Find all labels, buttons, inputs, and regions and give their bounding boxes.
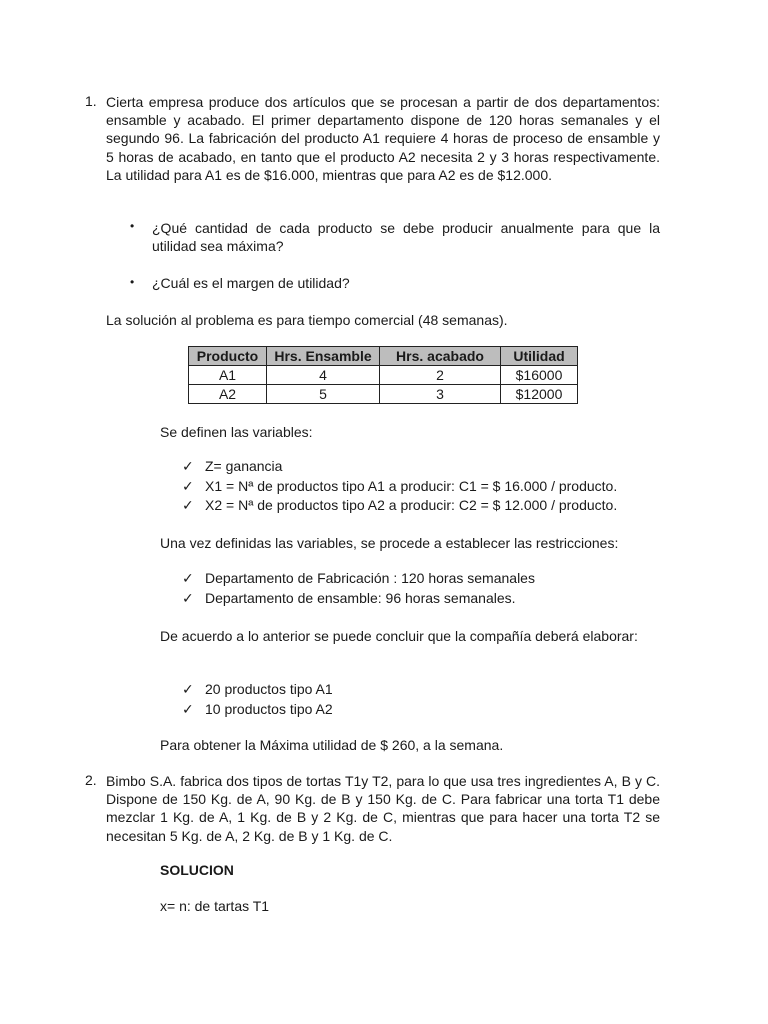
table-cell: $16000	[501, 366, 578, 385]
conclusion-intro: De acuerdo a lo anterior se puede concluir que la compañía deberá elaborar:	[160, 628, 638, 644]
conclusion-item	[182, 680, 333, 699]
problem-1-statement: Cierta empresa produce dos artículos que se procesan a partir de dos departamentos: ensamble y acabado. El primer departamento dispone de 120 horas semanales y el segundo 96. La fabricación del producto A1 requiere 4 horas de proceso de ensamble y 5 horas de acabado, en tanto que el producto A2 necesita 2 y 3 horas respectivamente. La utilidad para A1 es de $16.000, mientras que para A2 es de $12.000.	[106, 94, 660, 183]
table-cell: A1	[189, 366, 267, 385]
table-header-cell: Utilidad	[501, 347, 578, 366]
check-icon: ✓	[182, 681, 194, 697]
max-profit-text: Para obtener la Máxima utilidad de $ 260, a la semana.	[160, 737, 504, 753]
check-icon: ✓	[182, 497, 194, 513]
check-icon: ✓	[182, 570, 194, 586]
table-header-row	[189, 347, 578, 366]
check-icon: ✓	[182, 458, 194, 474]
conclusion-item	[182, 700, 333, 719]
variable-text: X2 = Nª de productos tipo A2 a producir: C2 = $ 12.000 / producto.	[205, 497, 618, 513]
conclusion-text: 10 productos tipo A2	[205, 701, 333, 717]
table-cell: A2	[189, 385, 267, 404]
variable-text: X1 = Nª de productos tipo A1 a producir: C1 = $ 16.000 / producto.	[205, 478, 618, 494]
table-cell: $12000	[501, 385, 578, 404]
solution-heading: SOLUCION	[160, 862, 234, 878]
problem-2-statement: Bimbo S.A. fabrica dos tipos de tortas T1y T2, para lo que usa tres ingredientes A, B y C. Dispone de 150 Kg. de A, 90 Kg. de B y 150 Kg. de C. Para fabricar una torta T1 debe mezclar 1 Kg. de A, 1 Kg. de B y 2 Kg. de C, mientras que para hacer una torta T2 se necesitan 5 Kg. de A, 2 Kg. de B y 1 Kg. de C.	[106, 773, 660, 844]
conclusion-text: 20 productos tipo A1	[205, 681, 333, 697]
table-header-cell: Hrs. Ensamble	[267, 347, 380, 366]
solution-intro: La solución al problema es para tiempo comercial (48 semanas).	[106, 312, 508, 328]
check-icon: ✓	[182, 590, 194, 606]
product-table	[188, 346, 578, 404]
check-icon: ✓	[182, 701, 194, 717]
variable-text: Z= ganancia	[205, 458, 283, 474]
variables-intro: Se definen las variables:	[160, 424, 313, 440]
table-cell: 4	[267, 366, 380, 385]
table-header-cell: Producto	[189, 347, 267, 366]
restriction-text: Departamento de Fabricación : 120 horas semanales	[205, 570, 535, 586]
table-header-cell: Hrs. acabado	[380, 347, 501, 366]
table-cell: 2	[380, 366, 501, 385]
restriction-item	[182, 589, 516, 608]
variable-item	[182, 496, 617, 515]
table-cell: 5	[267, 385, 380, 404]
question-1: ¿Qué cantidad de cada producto se debe producir anualmente para que la utilidad sea máxima?	[152, 220, 660, 255]
table-row	[189, 385, 578, 404]
problem-2-number: 2.	[85, 772, 97, 788]
bullet-icon: •	[130, 219, 135, 233]
variable-item	[182, 457, 282, 476]
variable-item	[182, 477, 617, 496]
table-cell: 3	[380, 385, 501, 404]
problem-1-number: 1.	[85, 93, 97, 109]
restrictions-intro: Una vez definidas las variables, se procede a establecer las restricciones:	[160, 535, 619, 551]
table-row	[189, 366, 578, 385]
check-icon: ✓	[182, 478, 194, 494]
restriction-item	[182, 569, 535, 588]
restriction-text: Departamento de ensamble: 96 horas semanales.	[205, 590, 516, 606]
variable-x-definition: x= n: de tartas T1	[160, 898, 270, 914]
bullet-icon: •	[130, 275, 135, 289]
question-2: ¿Cuál es el margen de utilidad?	[152, 275, 350, 291]
